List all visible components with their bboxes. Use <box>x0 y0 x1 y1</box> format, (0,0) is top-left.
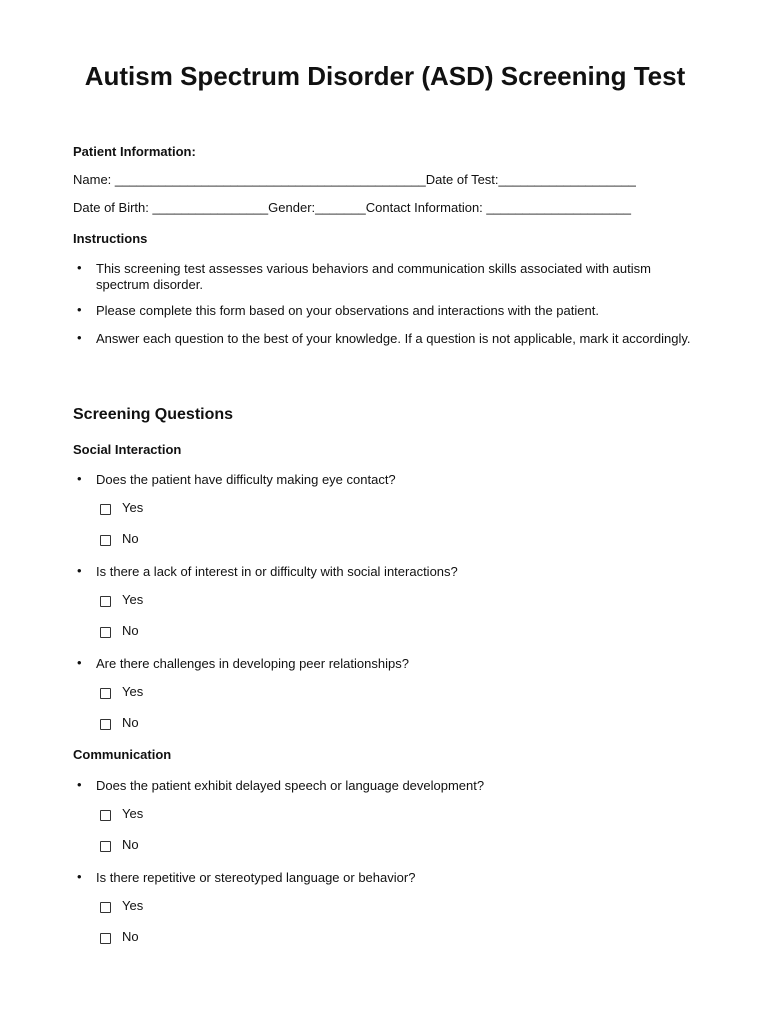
dob-gender-contact-line: Date of Birth: ________________Gender:_______Contact Information: ____________________ <box>73 200 632 215</box>
question-text: Does the patient have difficulty making eye contact? <box>96 472 396 487</box>
option-yes[interactable] <box>100 806 143 821</box>
bullet-icon: • <box>77 330 82 345</box>
option-label: Yes <box>122 898 144 913</box>
checkbox[interactable] <box>100 504 111 515</box>
option-yes[interactable] <box>100 684 143 699</box>
instruction-text: Please complete this form based on your observations and interactions with the patient. <box>96 303 599 318</box>
bullet-icon: • <box>77 655 82 670</box>
bullet-icon: • <box>77 471 82 486</box>
question-text: Does the patient exhibit delayed speech or language development? <box>96 778 485 793</box>
option-yes[interactable] <box>100 500 143 515</box>
bullet-icon: • <box>77 869 82 884</box>
bullet-icon: • <box>77 302 82 317</box>
question-item <box>73 656 693 672</box>
option-label: No <box>122 531 139 546</box>
checkbox[interactable] <box>100 627 111 638</box>
checkbox[interactable] <box>100 841 111 852</box>
instructions-heading: Instructions <box>73 231 148 246</box>
section-heading-communication: Communication <box>73 747 172 762</box>
option-no[interactable] <box>100 531 139 546</box>
option-label: No <box>122 623 139 638</box>
bullet-icon: • <box>77 260 82 275</box>
instruction-text: Answer each question to the best of your knowledge. If a question is not applicable, mark it accordingly. <box>96 331 691 346</box>
instruction-item <box>73 261 693 293</box>
option-label: Yes <box>122 684 144 699</box>
question-item <box>73 472 693 488</box>
page-title: Autism Spectrum Disorder (ASD) Screening Test <box>84 61 686 91</box>
option-label: Yes <box>122 592 144 607</box>
question-item <box>73 564 693 580</box>
option-no[interactable] <box>100 715 139 730</box>
name-date-line: Name: ___________________________________________Date of Test:___________________ <box>73 172 636 187</box>
option-label: Yes <box>122 500 144 515</box>
instruction-text: This screening test assesses various behaviors and communication skills associated with autism spectrum disorder. <box>96 261 651 292</box>
option-label: No <box>122 837 139 852</box>
instruction-item <box>73 303 693 319</box>
screening-questions-heading: Screening Questions <box>73 406 234 423</box>
option-no[interactable] <box>100 929 139 944</box>
checkbox[interactable] <box>100 535 111 546</box>
option-label: No <box>122 929 139 944</box>
question-text: Is there a lack of interest in or difficulty with social interactions? <box>96 564 458 579</box>
option-no[interactable] <box>100 837 139 852</box>
instruction-item <box>73 331 693 347</box>
option-label: No <box>122 715 139 730</box>
bullet-icon: • <box>77 563 82 578</box>
option-label: Yes <box>122 806 144 821</box>
question-text: Are there challenges in developing peer relationships? <box>96 656 409 671</box>
checkbox[interactable] <box>100 933 111 944</box>
option-no[interactable] <box>100 623 139 638</box>
question-text: Is there repetitive or stereotyped language or behavior? <box>96 870 416 885</box>
section-heading-social-interaction: Social Interaction <box>73 442 182 457</box>
bullet-icon: • <box>77 777 82 792</box>
checkbox[interactable] <box>100 596 111 607</box>
checkbox[interactable] <box>100 688 111 699</box>
question-item <box>73 778 693 794</box>
option-yes[interactable] <box>100 898 143 913</box>
checkbox[interactable] <box>100 902 111 913</box>
checkbox[interactable] <box>100 810 111 821</box>
patient-info-heading: Patient Information: <box>73 144 196 159</box>
question-item <box>73 870 693 886</box>
option-yes[interactable] <box>100 592 143 607</box>
checkbox[interactable] <box>100 719 111 730</box>
